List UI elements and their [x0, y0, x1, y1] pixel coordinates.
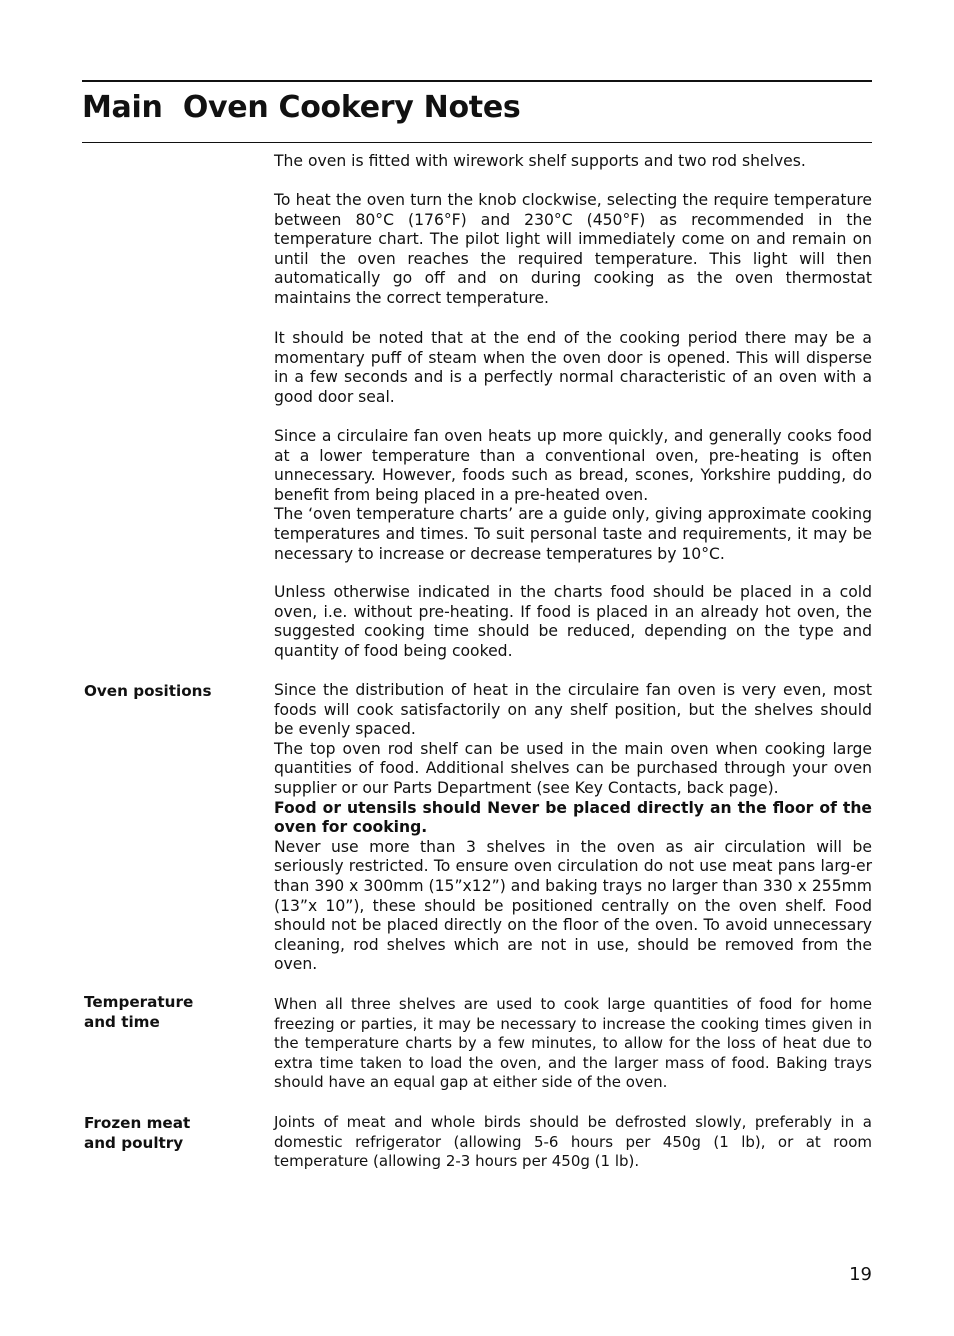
top-rule — [82, 80, 872, 82]
title-rule — [82, 142, 872, 143]
intro-section-2 — [274, 191, 872, 309]
oven-positions-warning: Food or utensils should Never be placed directly an the floor of the oven for cooking. — [274, 798, 872, 837]
oven-positions-heading — [84, 681, 254, 701]
temperature-time-heading — [84, 992, 254, 1032]
oven-positions-section — [274, 681, 872, 975]
oven-positions-paragraph-2: The top oven rod shelf can be used in the main oven when cooking large quantities of food. Additional shelves can be purchased through your oven supplier or our Parts Department (see Key Contacts, back page). — [274, 739, 872, 797]
intro-section-3 — [274, 329, 872, 407]
page-number: 19 — [849, 1264, 872, 1285]
frozen-meat-heading — [84, 1113, 254, 1153]
temperature-time-paragraph: When all three shelves are used to cook large quantities of food for home freezing or parties, it may be necessary to increase the cooking times given in the temperature charts by a few minutes, to allow for the loss of heat due to extra time taken to load the oven, and the larger mass of food. Baking trays should have an equal gap at either side of the oven. — [274, 995, 872, 1092]
temperature-time-heading-line-1: Temperature — [84, 993, 194, 1011]
frozen-meat-section — [274, 1113, 872, 1172]
intro-paragraph-4b: The ‘oven temperature charts’ are a guide only, giving approximate cooking temperatures and times. To suit personal taste and requirements, it may be necessary to increase or decrease temperatures by 10°C. — [274, 505, 872, 563]
oven-positions-paragraph-1: Since the distribution of heat in the circulaire fan oven is very even, most foods will cook satisfactorily on any shelf position, but the shelves should be evenly spaced. — [274, 681, 872, 739]
intro-section — [274, 152, 872, 172]
intro-paragraph-3: It should be noted that at the end of the cooking period there may be a momentary puff of steam when the oven door is opened. This will disperse in a few seconds and is a perfectly normal characteristic of an oven with a good door seal. — [274, 329, 872, 406]
intro-paragraph-1: The oven is fitted with wirework shelf supports and two rod shelves. — [274, 152, 806, 170]
intro-paragraph-4a: Since a circulaire fan oven heats up more quickly, and generally cooks food at a lower temperature than a conventional oven, pre-heating is often unnecessary. However, foods such as bread, scones, Yorkshire pudding, do benefit from being placed in a pre-heated oven. — [274, 427, 872, 504]
intro-section-4 — [274, 427, 872, 564]
intro-section-5 — [274, 583, 872, 661]
frozen-meat-heading-line-2: and poultry — [84, 1134, 184, 1152]
page-title: Main Oven Cookery Notes — [82, 90, 521, 125]
oven-positions-heading-text: Oven positions — [84, 682, 212, 700]
temperature-time-section — [274, 995, 872, 1093]
frozen-meat-paragraph: Joints of meat and whole birds should be defrosted slowly, preferably in a domestic refrigerator (allowing 5-6 hours per 450g (1 lb), or at room temperature (allowing 2-3 hours per 450g (1 lb). — [274, 1113, 872, 1171]
temperature-time-heading-line-2: and time — [84, 1013, 160, 1031]
intro-paragraph-2: To heat the oven turn the knob clockwise, selecting the require temperature between 80°C (176°F) and 230°C (450°F) as recommended in the temperature chart. The pilot light will immediately come on and remain on until the oven reaches the required temperature. This light will then automatically go off and on during cooking as the oven thermostat maintains the correct temperature. — [274, 191, 872, 307]
oven-positions-paragraph-3: Never use more than 3 shelves in the oven as air circulation will be seriously restricted. To ensure oven circulation do not use meat pans larg-er than 390 x 300mm (15”x12”) and baking trays no larger than 330 x 255mm (13”x 10”), these should be positioned centrally on the oven shelf. Food should not be placed directly on the floor of the oven. To avoid unnecessary cleaning, rod shelves which are not in use, should be removed from the oven. — [274, 837, 872, 974]
intro-paragraph-5: Unless otherwise indicated in the charts food should be placed in a cold oven, i.e. without pre-heating. If food is placed in an already hot oven, the suggested cooking time should be reduced, depending on the type and quantity of food being cooked. — [274, 583, 872, 660]
frozen-meat-heading-line-1: Frozen meat — [84, 1114, 191, 1132]
